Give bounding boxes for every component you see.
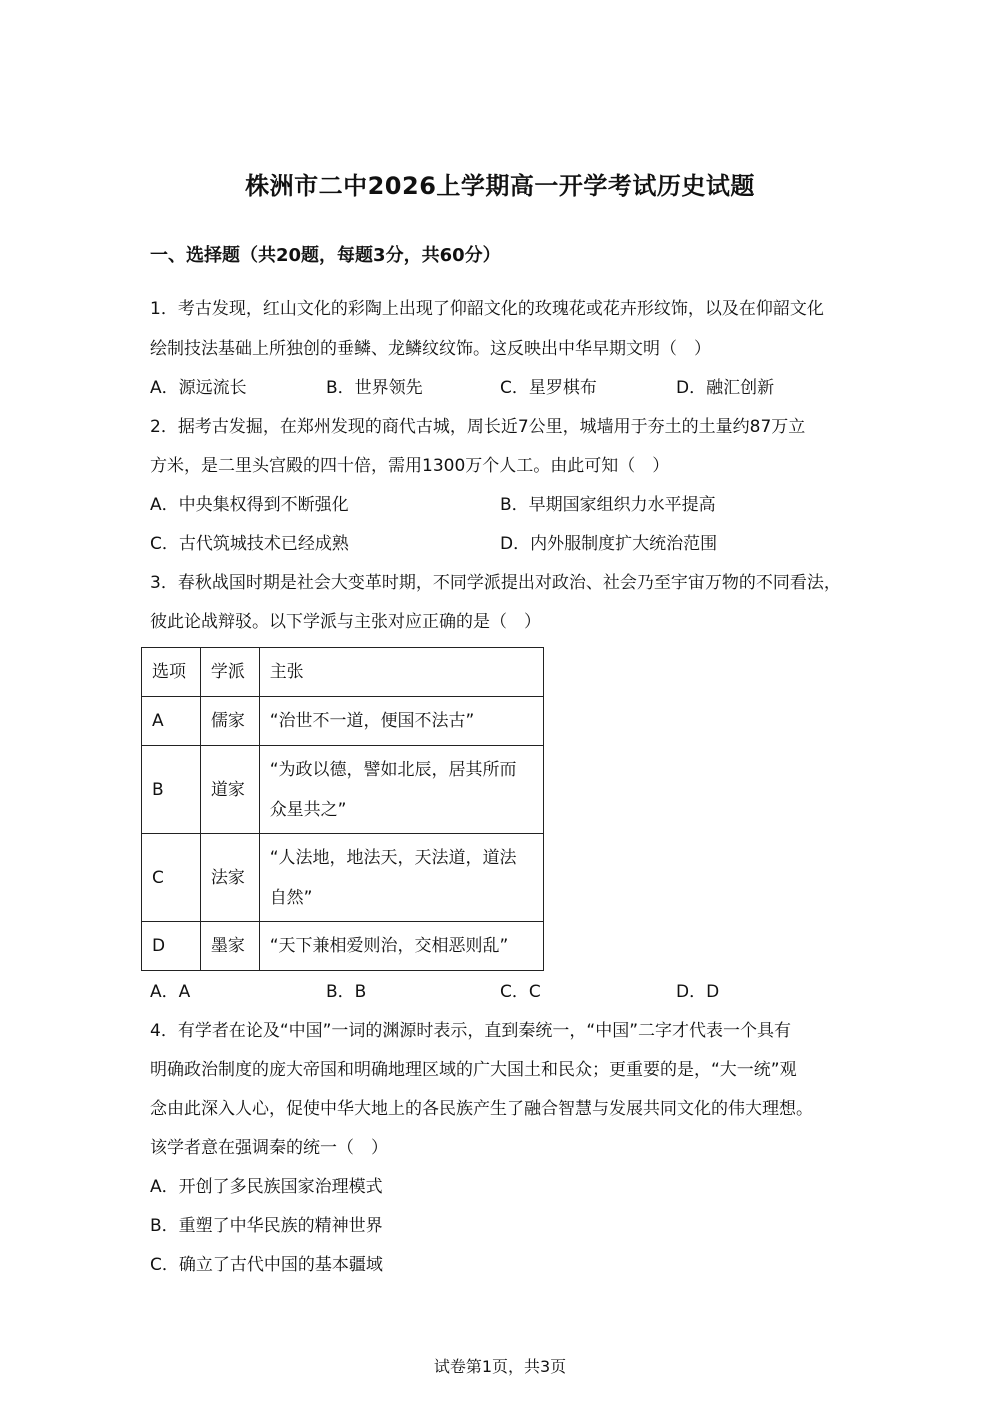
table-cell-claim — [259, 834, 543, 922]
question-1-option-b: B．世界领先 — [326, 378, 423, 398]
table-cell-school: 法家 — [200, 834, 259, 922]
question-2-option-b: B．早期国家组织力水平提高 — [500, 495, 716, 515]
table-row — [142, 746, 544, 834]
table-cell-school: 儒家 — [200, 697, 259, 746]
question-1-option-c: C．星罗棋布 — [500, 378, 597, 398]
question-2-option-c: C．古代筑城技术已经成熟 — [150, 534, 349, 554]
question-4-line-2: 明确政治制度的庞大帝国和明确地理区域的广大国土和民众；更重要的是，“大一统”观 — [150, 1060, 797, 1080]
question-4-line-3: 念由此深入人心，促使中华大地上的各民族产生了融合智慧与发展共同文化的伟大理想。 — [150, 1099, 813, 1119]
question-2-option-a: A．中央集权得到不断强化 — [150, 495, 349, 515]
table-cell-school: 道家 — [200, 746, 259, 834]
claim-line: 自然” — [269, 887, 313, 908]
table-cell-school: 墨家 — [200, 922, 259, 971]
question-1-option-a: A．源远流长 — [150, 378, 247, 398]
question-1-line-2: 绘制技法基础上所独创的垂鳞、龙鳞纹纹饰。这反映出中华早期文明（ ） — [150, 339, 711, 359]
question-4-option-a: A．开创了多民族国家治理模式 — [150, 1177, 383, 1197]
question-2-option-d: D．内外服制度扩大统治范围 — [500, 534, 718, 554]
question-1-option-d: D．融汇创新 — [676, 378, 775, 398]
claim-line: 众星共之” — [269, 799, 347, 820]
table-cell-claim — [259, 922, 543, 971]
page-title: 株洲市二中2026上学期高一开学考试历史试题 — [245, 172, 755, 200]
table-cell-claim — [259, 746, 543, 834]
question-4-option-b: B．重塑了中华民族的精神世界 — [150, 1216, 383, 1236]
table-header-row — [142, 648, 544, 697]
table-cell-option: B — [142, 746, 201, 834]
claim-line: “治世不一道，便国不法古” — [269, 711, 475, 731]
page-footer: 试卷第1页，共3页 — [433, 1357, 567, 1376]
question-3-option-b: B．B — [326, 982, 367, 1002]
table-header-cell: 主张 — [259, 648, 543, 697]
table-row — [142, 922, 544, 971]
question-2-line-2: 方米，是二里头宫殿的四十倍，需用1300万个人工。由此可知（ ） — [150, 456, 670, 476]
question-1-line-1: 1．考古发现，红山文化的彩陶上出现了仰韶文化的玫瑰花或花卉形纹饰，以及在仰韶文化 — [150, 299, 824, 319]
question-3-option-c: C．C — [500, 982, 541, 1002]
question-4-option-c: C．确立了古代中国的基本疆域 — [150, 1255, 383, 1275]
question-3-line-2: 彼此论战辩驳。以下学派与主张对应正确的是（ ） — [150, 612, 541, 632]
schools-table — [141, 647, 544, 971]
table-header-cell: 学派 — [200, 648, 259, 697]
table-row — [142, 834, 544, 922]
table-cell-option: C — [142, 834, 201, 922]
question-3-line-1: 3．春秋战国时期是社会大变革时期，不同学派提出对政治、社会乃至宇宙万物的不同看法， — [150, 573, 841, 593]
question-3-option-d: D．D — [676, 982, 720, 1002]
question-4-line-4: 该学者意在强调秦的统一（ ） — [150, 1138, 388, 1158]
table-header-cell: 选项 — [142, 648, 201, 697]
claim-line: “为政以德，譬如北辰，居其所而 — [269, 759, 517, 780]
table-cell-claim — [259, 697, 543, 746]
claim-line: “人法地，地法天，天法道，道法 — [269, 847, 517, 868]
section-heading: 一、选择题（共20题，每题3分，共60分） — [150, 245, 501, 266]
question-4-line-1: 4．有学者在论及“中国”一词的渊源时表示，直到秦统一，“中国”二字才代表一个具有 — [150, 1021, 792, 1041]
table-row — [142, 697, 544, 746]
table-cell-option: A — [142, 697, 201, 746]
question-3-option-a: A．A — [150, 982, 191, 1002]
table-cell-option: D — [142, 922, 201, 971]
question-2-line-1: 2．据考古发掘，在郑州发现的商代古城，周长近7公里，城墙用于夯土的土量约87万立 — [150, 417, 806, 437]
claim-line: “天下兼相爱则治，交相恶则乱” — [269, 936, 509, 956]
